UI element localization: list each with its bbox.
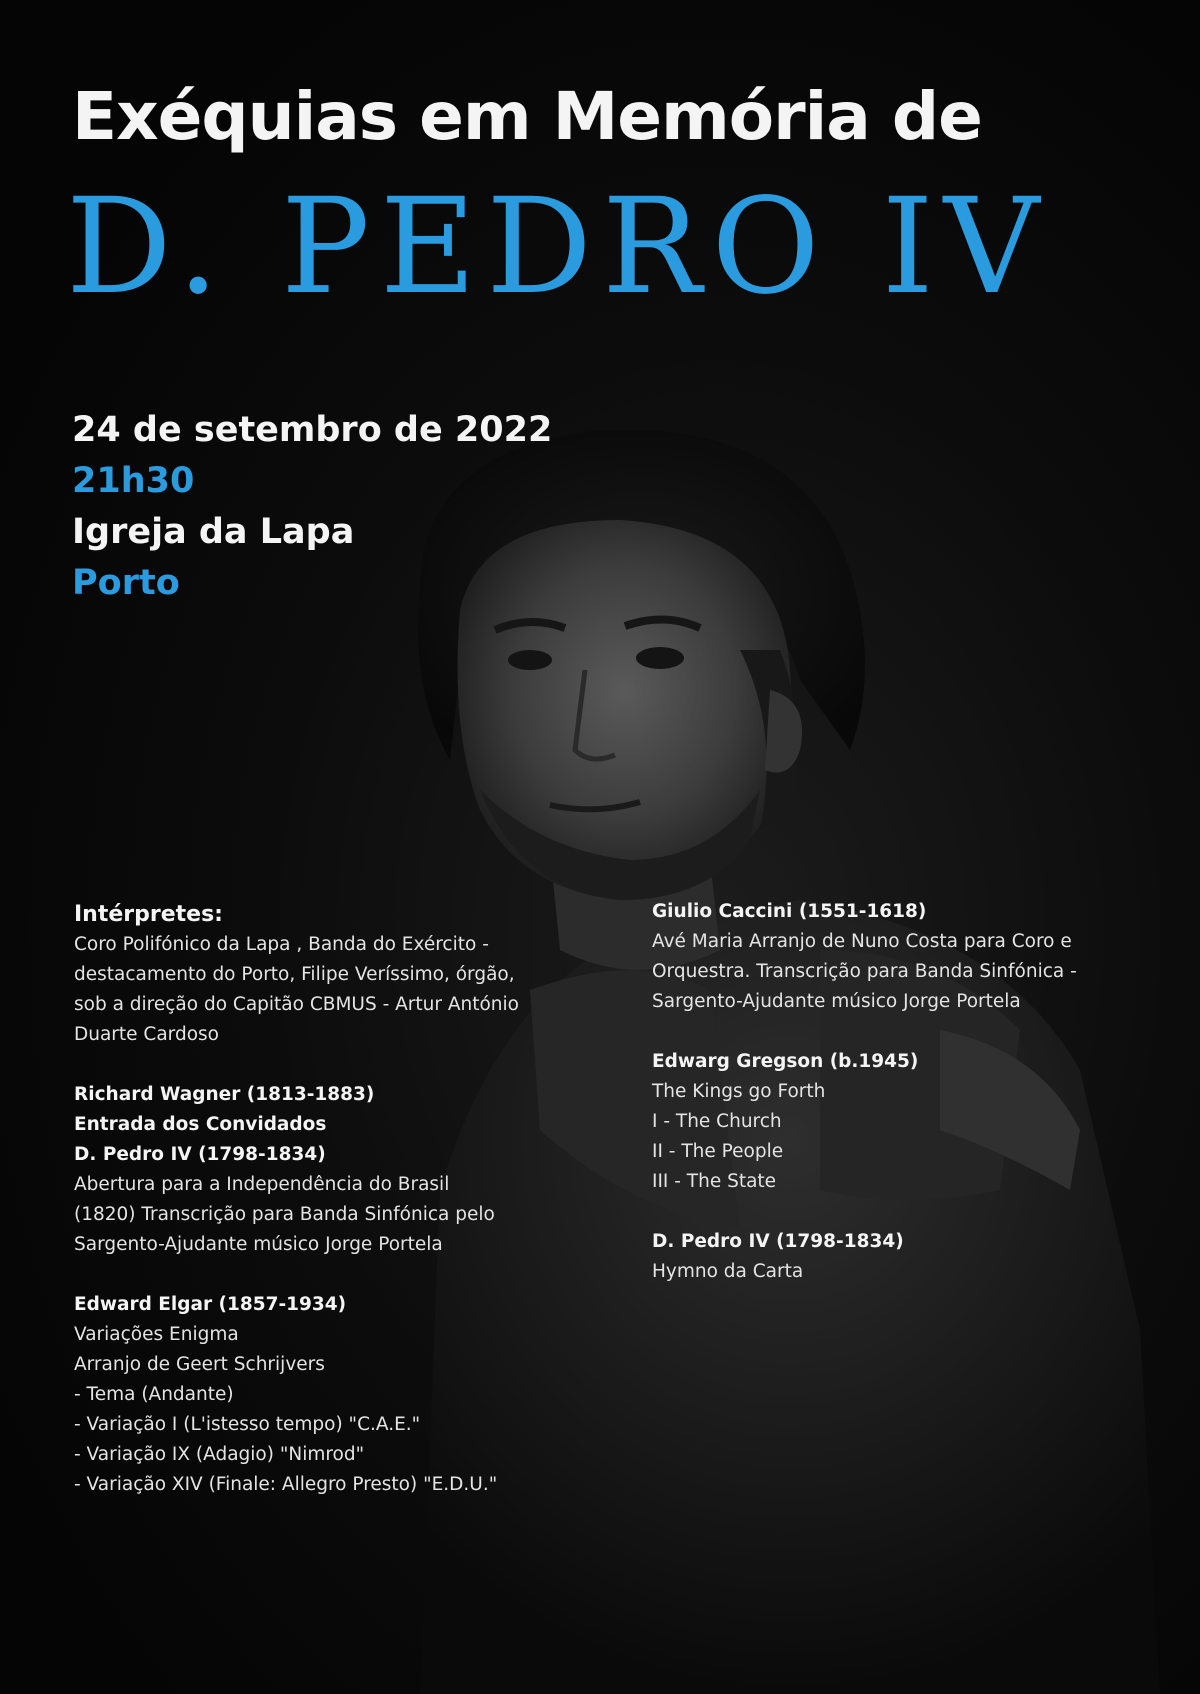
composer-heading: Edwarg Gregson (b.1945)	[652, 1051, 919, 1072]
work-line: - Variação I (L'istesso tempo) "C.A.E."	[74, 1414, 421, 1435]
program-left-column	[74, 900, 594, 1500]
work-line: Sargento-Ajudante músico Jorge Portela	[74, 1234, 443, 1255]
title-main-name: D. PEDRO IV	[66, 170, 1050, 324]
composer-heading: Richard Wagner (1813-1883)	[74, 1084, 375, 1105]
composer-heading: Giulio Caccini (1551-1618)	[652, 901, 927, 922]
performers-line: sob a direção do Capitão CBMUS - Artur António	[74, 994, 519, 1015]
composer-heading: D. Pedro IV (1798-1834)	[652, 1231, 904, 1252]
work-line: - Variação XIV (Finale: Allegro Presto) "E.D.U."	[74, 1474, 498, 1495]
work-line: III - The State	[652, 1171, 777, 1192]
event-venue: Igreja da Lapa	[72, 512, 355, 552]
work-line: II - The People	[652, 1141, 784, 1162]
work-line: Hymno da Carta	[652, 1261, 804, 1282]
composer-heading: Edward Elgar (1857-1934)	[74, 1294, 347, 1315]
work-line: The Kings go Forth	[652, 1081, 826, 1102]
event-info	[72, 405, 552, 609]
work-title: Entrada dos Convidados	[74, 1114, 327, 1135]
work-line: Orquestra. Transcrição para Banda Sinfónica -	[652, 961, 1077, 982]
title-line-1: Exéquias em Memória de	[72, 78, 982, 155]
program-right-column	[652, 897, 1172, 1287]
work-line: Avé Maria Arranjo de Nuno Costa para Coro e	[652, 931, 1072, 952]
performers-heading: Intérpretes:	[74, 902, 223, 927]
performers-line: Coro Polifónico da Lapa , Banda do Exército -	[74, 934, 489, 955]
composer-heading: D. Pedro IV (1798-1834)	[74, 1144, 326, 1165]
event-date: 24 de setembro de 2022	[72, 410, 553, 450]
performers-line: destacamento do Porto, Filipe Veríssimo, órgão,	[74, 964, 515, 985]
performers-line: Duarte Cardoso	[74, 1024, 219, 1045]
work-line: (1820) Transcrição para Banda Sinfónica pelo	[74, 1204, 495, 1225]
work-line: Sargento-Ajudante músico Jorge Portela	[652, 991, 1021, 1012]
work-line: - Tema (Andante)	[74, 1384, 234, 1405]
event-time: 21h30	[72, 461, 195, 501]
work-line: I - The Church	[652, 1111, 782, 1132]
work-line: Variações Enigma	[74, 1324, 239, 1345]
work-line: Abertura para a Independência do Brasil	[74, 1174, 450, 1195]
work-line: Arranjo de Geert Schrijvers	[74, 1354, 325, 1375]
event-city: Porto	[72, 563, 180, 603]
work-line: - Variação IX (Adagio) "Nimrod"	[74, 1444, 365, 1465]
